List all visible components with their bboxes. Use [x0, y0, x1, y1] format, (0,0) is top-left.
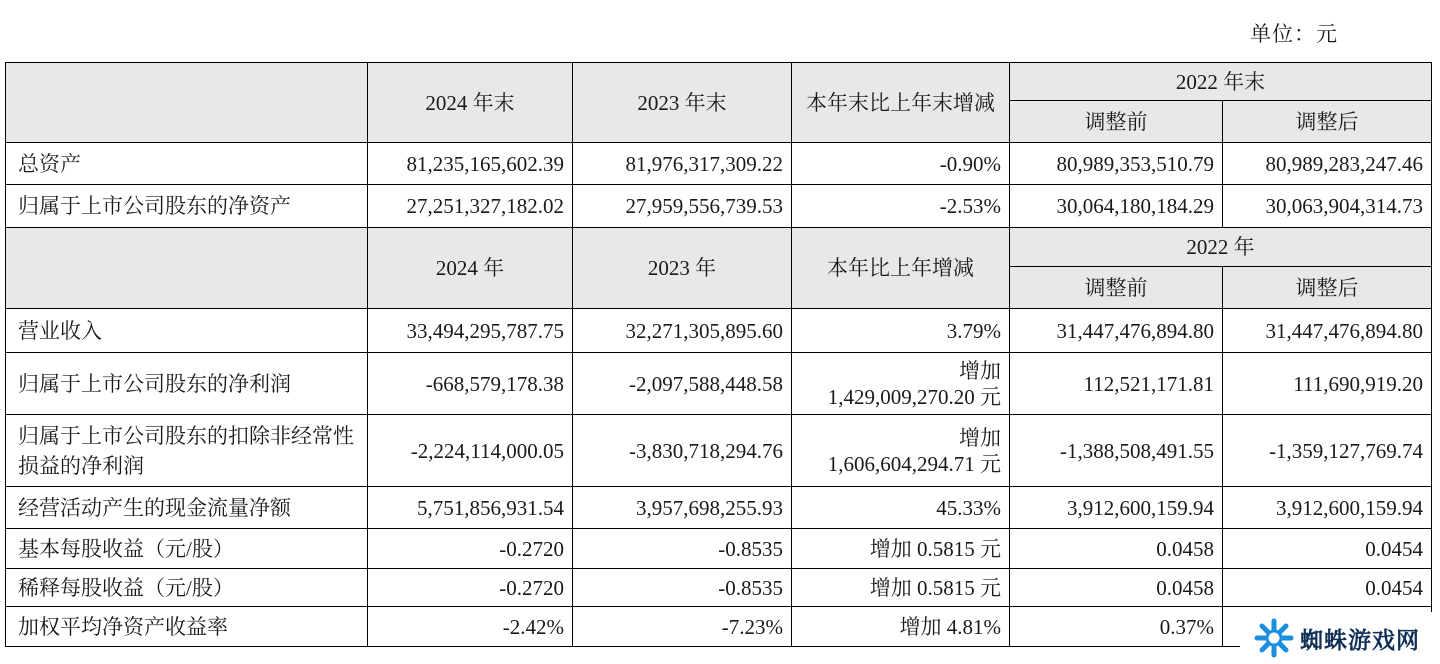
table-row [6, 415, 1432, 487]
col-header-2022-end: 2022 年末 [1010, 63, 1432, 101]
cell-value: -0.90% [792, 143, 1010, 185]
row-label: 总资产 [6, 143, 368, 185]
change-direction: 增加 [959, 358, 1001, 383]
table-row [6, 309, 1432, 353]
cell-value: -7.23% [573, 607, 792, 647]
cell-value: 112,521,171.81 [1010, 353, 1223, 415]
table-row [6, 607, 1432, 647]
change-direction: 增加 [959, 425, 1001, 450]
cell-value: -0.2720 [368, 569, 573, 607]
table-row [6, 569, 1432, 607]
cell-value: -2,097,588,448.58 [573, 353, 792, 415]
cell-value: 增加 4.81% [792, 607, 1010, 647]
col-header-before-adjust: 调整前 [1010, 101, 1223, 143]
col-header-after-adjust: 调整后 [1223, 267, 1432, 309]
cell-value: 3.79% [792, 309, 1010, 353]
cell-value: -2,224,114,000.05 [368, 415, 573, 487]
header-row [6, 63, 1432, 101]
cell-value: 增加 0.5815 元 [792, 569, 1010, 607]
col-header-after-adjust: 调整后 [1223, 101, 1432, 143]
cell-value: 80,989,353,510.79 [1010, 143, 1223, 185]
cell-value: -2.53% [792, 185, 1010, 228]
table-row [6, 487, 1432, 529]
change-amount: 1,429,009,270.20 元 [827, 384, 1001, 409]
financial-data-table [5, 62, 1432, 647]
cell-value: -3,830,718,294.76 [573, 415, 792, 487]
cell-value: 81,235,165,602.39 [368, 143, 573, 185]
cell-value: -1,359,127,769.74 [1223, 415, 1432, 487]
cell-value: -0.8535 [573, 529, 792, 569]
table-row [6, 185, 1432, 228]
col-header-2024-end: 2024 年末 [368, 63, 573, 143]
row-label: 归属于上市公司股东的扣除非经常性损益的净利润 [6, 415, 368, 487]
header-row [6, 228, 1432, 267]
cell-value: 31,447,476,894.80 [1223, 309, 1432, 353]
row-label: 归属于上市公司股东的净利润 [6, 353, 368, 415]
col-header-before-adjust: 调整前 [1010, 267, 1223, 309]
cell-value: 0.0454 [1223, 529, 1432, 569]
col-header-2023-end: 2023 年末 [573, 63, 792, 143]
row-label: 稀释每股收益（元/股） [6, 569, 368, 607]
cell-value-change [792, 353, 1010, 415]
cell-value: -668,579,178.38 [368, 353, 573, 415]
cell-value: 0.37% [1010, 607, 1223, 647]
watermark-logo [1240, 612, 1440, 664]
cell-value: 32,271,305,895.60 [573, 309, 792, 353]
cell-value: -0.8535 [573, 569, 792, 607]
cell-value: 3,912,600,159.94 [1010, 487, 1223, 529]
watermark-text: 蜘蛛游戏网 [1300, 627, 1420, 654]
cell-value: 111,690,919.20 [1223, 353, 1432, 415]
row-label: 营业收入 [6, 309, 368, 353]
cell-value: 33,494,295,787.75 [368, 309, 573, 353]
header-blank-cell [6, 63, 368, 143]
table-row [6, 529, 1432, 569]
cell-value: 3,912,600,159.94 [1223, 487, 1432, 529]
cell-value: 增加 0.5815 元 [792, 529, 1010, 569]
header-blank-cell [6, 228, 368, 309]
unit-label: 单位：元 [1250, 22, 1338, 46]
col-header-2024: 2024 年 [368, 228, 573, 309]
cell-value: 30,064,180,184.29 [1010, 185, 1223, 228]
cell-value: 27,959,556,739.53 [573, 185, 792, 228]
cell-value: 27,251,327,182.02 [368, 185, 573, 228]
cell-value: 81,976,317,309.22 [573, 143, 792, 185]
col-header-2022: 2022 年 [1010, 228, 1432, 267]
cell-value: 5,751,856,931.54 [368, 487, 573, 529]
cell-value: 31,447,476,894.80 [1010, 309, 1223, 353]
col-header-yoy-change: 本年末比上年末增减 [792, 63, 1010, 143]
row-label: 归属于上市公司股东的净资产 [6, 185, 368, 228]
cell-value: 3,957,698,255.93 [573, 487, 792, 529]
table-row [6, 353, 1432, 415]
col-header-yoy-change: 本年比上年增减 [792, 228, 1010, 309]
row-label: 加权平均净资产收益率 [6, 607, 368, 647]
cell-value: 30,063,904,314.73 [1223, 185, 1432, 228]
col-header-2023: 2023 年 [573, 228, 792, 309]
change-amount: 1,606,604,294.71 元 [827, 451, 1001, 476]
spider-icon [1254, 618, 1294, 658]
cell-value: -0.2720 [368, 529, 573, 569]
cell-value-change [792, 415, 1010, 487]
cell-value: 0.0458 [1010, 569, 1223, 607]
cell-value: -1,388,508,491.55 [1010, 415, 1223, 487]
row-label: 经营活动产生的现金流量净额 [6, 487, 368, 529]
cell-value: 0.0454 [1223, 569, 1432, 607]
cell-value: -2.42% [368, 607, 573, 647]
cell-value: 80,989,283,247.46 [1223, 143, 1432, 185]
table-row [6, 143, 1432, 185]
cell-value: 0.0458 [1010, 529, 1223, 569]
cell-value: 45.33% [792, 487, 1010, 529]
row-label: 基本每股收益（元/股） [6, 529, 368, 569]
